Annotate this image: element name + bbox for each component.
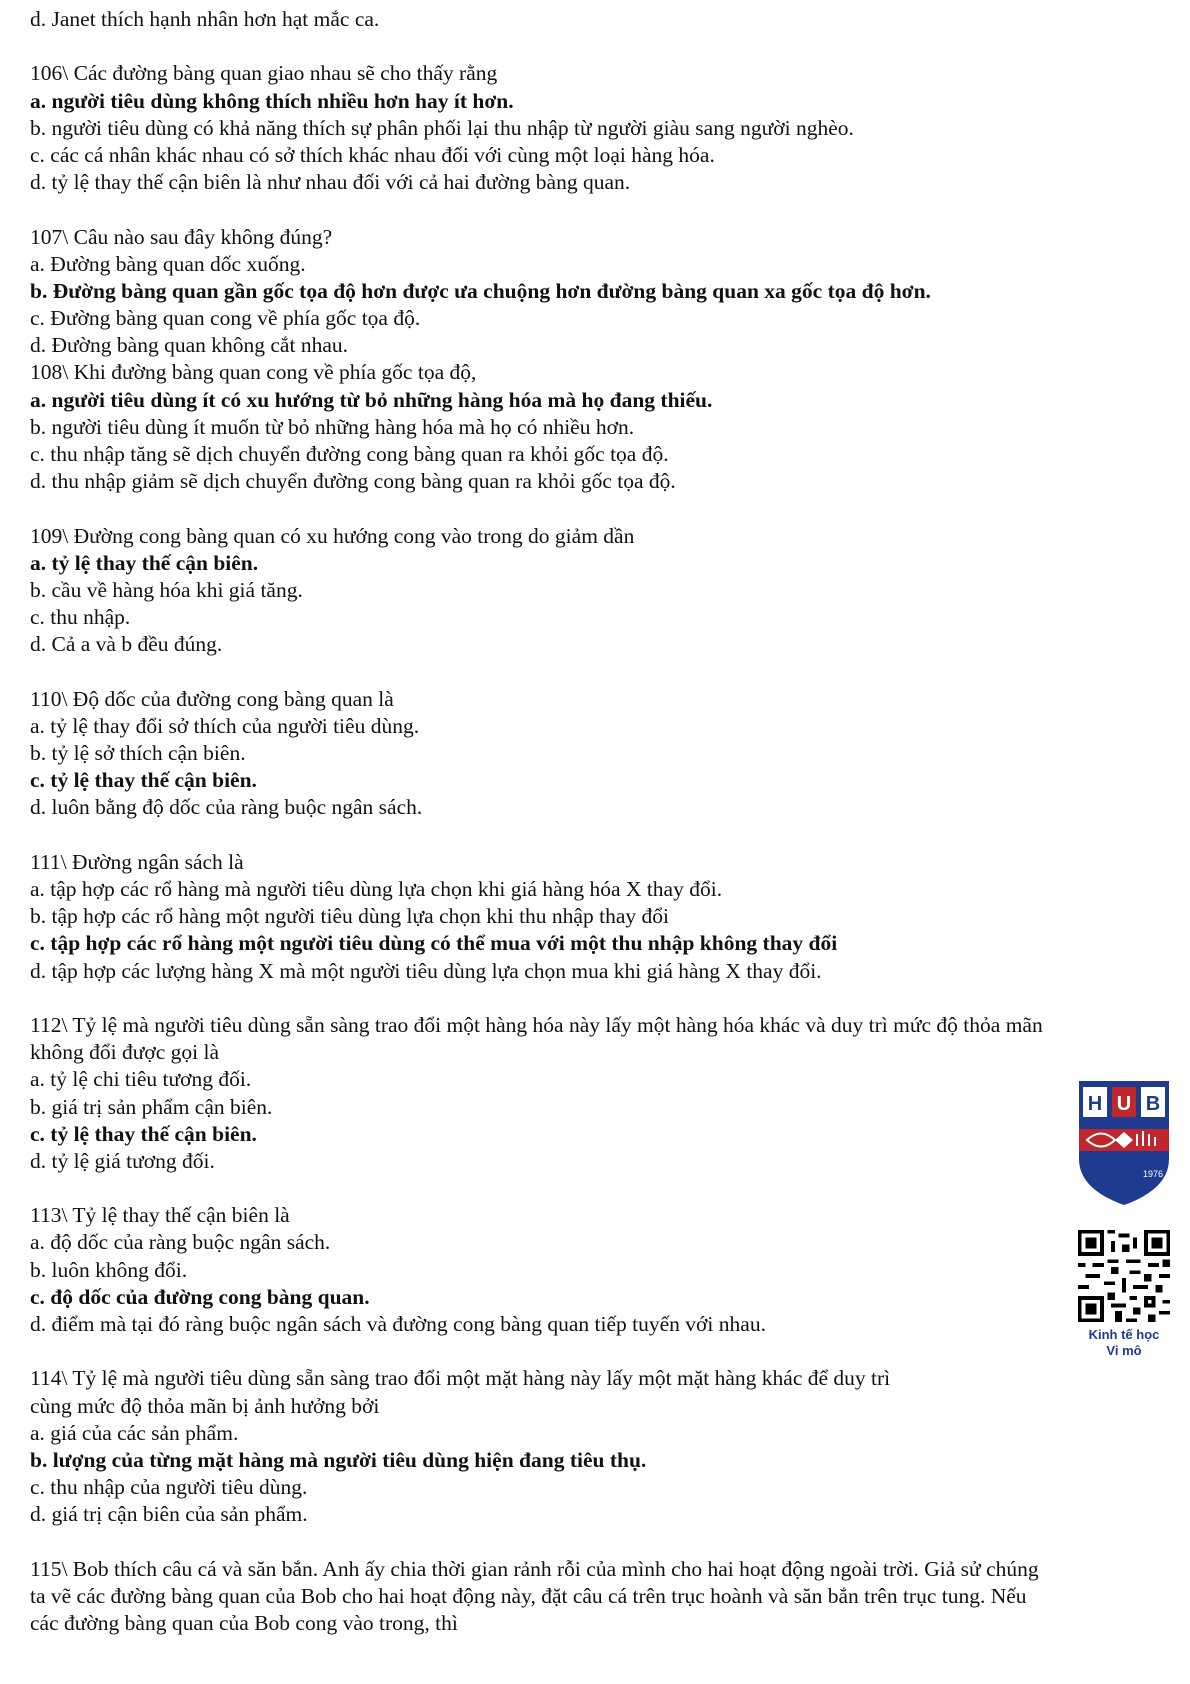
logo-year: 1976 xyxy=(1142,1169,1164,1179)
document-body xyxy=(30,6,1170,1637)
question-108-option-d: d. thu nhập giảm sẽ dịch chuyển đường cong bàng quan ra khỏi gốc tọa độ. xyxy=(30,469,676,494)
question-109-answer: a. tỷ lệ thay thế cận biên. xyxy=(30,550,259,575)
question-111-answer: c. tập hợp các rổ hàng một người tiêu dùng có thể mua với một thu nhập không thay đổi xyxy=(30,931,838,956)
qr-caption-line1: Kinh tế học xyxy=(1088,1327,1160,1342)
question-111-option-a: a. tập hợp các rổ hàng mà người tiêu dùng lựa chọn khi giá hàng hóa X thay đổi. xyxy=(30,877,723,901)
question-108-answer: a. người tiêu dùng ít có xu hướng từ bỏ những hàng hóa mà họ đang thiếu. xyxy=(30,387,713,412)
spacer xyxy=(30,659,1170,686)
question-115-stem-line2: ta vẽ các đường bàng quan của Bob cho hai hoạt động này, đặt câu cá trên trục hoành và săn bắn trên trục tung. Nếu xyxy=(30,1583,1027,1608)
question-111-stem: 111\ Đường ngân sách là xyxy=(30,849,244,874)
spacer xyxy=(30,822,1170,849)
question-113-answer: c. độ dốc của đường cong bàng quan. xyxy=(30,1284,370,1309)
question-106-option-c: c. các cá nhân khác nhau có sở thích khác nhau đối với cùng một loại hàng hóa. xyxy=(30,142,715,167)
spacer xyxy=(30,1529,1170,1556)
qr-code xyxy=(1078,1230,1170,1322)
spacer xyxy=(30,196,1170,223)
question-114-stem-line1: 114\ Tỷ lệ mà người tiêu dùng sẵn sàng trao đổi một mặt hàng này lấy một mặt hàng khác để duy trì xyxy=(30,1366,891,1391)
question-109-option-b: b. cầu về hàng hóa khi giá tăng. xyxy=(30,577,303,602)
logo-letter-h: H xyxy=(1087,1093,1103,1115)
question-108-stem: 108\ Khi đường bàng quan cong về phía gốc tọa độ, xyxy=(30,360,477,385)
question-108-option-b: b. người tiêu dùng ít muốn từ bỏ những hàng hóa mà họ có nhiều hơn. xyxy=(30,414,635,439)
question-109-option-c: c. thu nhập. xyxy=(30,605,131,630)
question-112-option-d: d. tỷ lệ giá tương đối. xyxy=(30,1148,215,1173)
question-114-option-c: c. thu nhập của người tiêu dùng. xyxy=(30,1475,308,1500)
question-114-stem-line2: cùng mức độ thỏa mãn bị ảnh hưởng bởi xyxy=(30,1393,380,1418)
question-114-option-d: d. giá trị cận biên của sản phẩm. xyxy=(30,1502,308,1527)
question-112-option-a: a. tỷ lệ chi tiêu tương đối. xyxy=(30,1067,252,1092)
logo-letter-b: B xyxy=(1145,1093,1161,1115)
question-106-option-b: b. người tiêu dùng có khả năng thích sự phân phối lại thu nhập từ người giàu sang người nghèo. xyxy=(30,115,854,140)
spacer xyxy=(30,33,1170,60)
question-112-option-b: b. giá trị sản phẩm cận biên. xyxy=(30,1094,273,1119)
question-114-option-a: a. giá của các sản phẩm. xyxy=(30,1420,239,1445)
question-111-option-b: b. tập hợp các rổ hàng một người tiêu dùng lựa chọn khi thu nhập thay đổi xyxy=(30,904,669,929)
logo-letter-u: U xyxy=(1116,1093,1132,1115)
question-111-option-d: d. tập hợp các lượng hàng X mà một người tiêu dùng lựa chọn mua khi giá hàng X thay đổi. xyxy=(30,958,822,983)
question-113-option-a: a. độ dốc của ràng buộc ngân sách. xyxy=(30,1230,331,1255)
question-110-option-a: a. tỷ lệ thay đổi sở thích của người tiêu dùng. xyxy=(30,713,420,738)
question-107-stem: 107\ Câu nào sau đây không đúng? xyxy=(30,224,333,249)
qr-caption xyxy=(1062,1327,1186,1359)
hub-logo xyxy=(1075,1077,1173,1209)
question-106-option-d: d. tỷ lệ thay thế cận biên là như nhau đối với cả hai đường bàng quan. xyxy=(30,170,631,195)
question-115-stem-line3: các đường bàng quan của Bob cong vào trong, thì xyxy=(30,1611,458,1636)
question-107-option-d: d. Đường bàng quan không cắt nhau. xyxy=(30,333,348,358)
question-107-option-c: c. Đường bàng quan cong về phía gốc tọa độ. xyxy=(30,306,421,331)
spacer xyxy=(30,1338,1170,1365)
question-110-stem: 110\ Độ dốc của đường cong bàng quan là xyxy=(30,686,394,711)
question-109-option-d: d. Cả a và b đều đúng. xyxy=(30,632,223,657)
question-107-option-a: a. Đường bàng quan dốc xuống. xyxy=(30,251,306,276)
spacer xyxy=(30,1175,1170,1202)
question-109-stem: 109\ Đường cong bàng quan có xu hướng cong vào trong do giảm dần xyxy=(30,523,635,548)
qr-caption-line2: Vi mô xyxy=(1106,1343,1142,1358)
question-110-option-b: b. tỷ lệ sở thích cận biên. xyxy=(30,741,246,766)
question-110-option-d: d. luôn bằng độ dốc của ràng buộc ngân sách. xyxy=(30,795,423,820)
option-d: d. Janet thích hạnh nhân hơn hạt mắc ca. xyxy=(30,7,380,31)
spacer xyxy=(30,985,1170,1012)
question-113-stem: 113\ Tỷ lệ thay thế cận biên là xyxy=(30,1203,290,1228)
spacer xyxy=(30,495,1170,522)
question-106-answer: a. người tiêu dùng không thích nhiều hơn hay ít hơn. xyxy=(30,88,514,113)
question-112-stem-line2: không đổi được gọi là xyxy=(30,1040,220,1065)
question-110-answer: c. tỷ lệ thay thế cận biên. xyxy=(30,768,257,793)
question-107-answer: b. Đường bàng quan gần gốc tọa độ hơn được ưa chuộng hơn đường bàng quan xa gốc tọa độ hơn. xyxy=(30,278,931,303)
question-114-answer: b. lượng của từng mặt hàng mà người tiêu dùng hiện đang tiêu thụ. xyxy=(30,1447,647,1472)
question-113-option-d: d. điểm mà tại đó ràng buộc ngân sách và đường cong bàng quan tiếp tuyến với nhau. xyxy=(30,1312,766,1336)
question-113-option-b: b. luôn không đổi. xyxy=(30,1257,188,1282)
question-108-option-c: c. thu nhập tăng sẽ dịch chuyển đường cong bàng quan ra khỏi gốc tọa độ. xyxy=(30,442,669,466)
question-115-stem-line1: 115\ Bob thích câu cá và săn bắn. Anh ấy chia thời gian rảnh rỗi của mình cho hai hoạt động ngoài trời. Giả sử chúng xyxy=(30,1556,1039,1581)
question-112-answer: c. tỷ lệ thay thế cận biên. xyxy=(30,1121,257,1146)
question-106-stem: 106\ Các đường bàng quan giao nhau sẽ cho thấy rằng xyxy=(30,61,498,86)
question-112-stem-line1: 112\ Tỷ lệ mà người tiêu dùng sẵn sàng trao đổi một hàng hóa này lấy một hàng hóa khác và duy trì mức độ thỏa mãn xyxy=(30,1012,1043,1037)
